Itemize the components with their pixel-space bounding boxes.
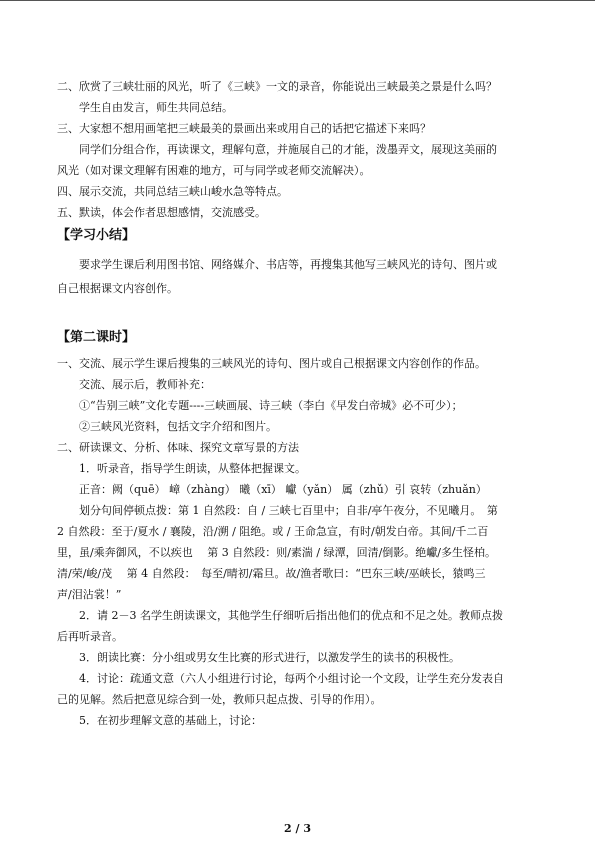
text-line: 1．听录音，指导学生朗读，从整体把握课文。 [79,462,306,475]
summary-line: 自己根据课文内容创作。 [57,282,178,295]
text-line: 五、默读，体会作者思想感情，交流感受。 [57,206,266,219]
text-line: 3．朗读比赛：分小组或男女生比赛的形式进行，以激发学生的读书的积极性。 [79,651,460,664]
text-line: ①“告别三峡”文化专题----三峡画展、诗三峡（李白《早发白帝城》必不可少）； [79,399,463,412]
summary-line: 要求学生课后利用图书馆、网络媒介、书店等，再搜集其他写三峡风光的诗句、图片或 [79,258,497,271]
text-line: 一、交流、展示学生课后搜集的三峡风光的诗句、图片或自己根据课文内容创作的作品。 [57,357,486,370]
section-heading-summary: 【学习小结】 [57,228,136,243]
document-body [57,76,547,731]
text-line: 学生自由发言，师生共同总结。 [79,101,233,114]
text-line: 声/泪沾裳！” [57,588,122,601]
pronunciation-line: 正音：阙（quē） 嶂（zhàng） 曦（xī） 巘（yǎn） 属（zhǔ）引 哀转（zhuǎn） [79,483,487,496]
text-line: 5．在初步理解文意的基础上，讨论： [79,714,262,727]
section-heading-lesson-two: 【第二课时】 [57,330,136,345]
text-line: 后再听录音。 [57,630,123,643]
text-line: 风光（如对课文理解有困难的地方，可与同学或老师交流解决）。 [57,164,371,177]
text-line: 二、欣赏了三峡壮丽的风光，听了《三峡》一文的录音，你能说出三峡最美之景是什么吗？ [57,80,497,93]
text-line: 二、研读课文、分析、体味、探究文章写景的方法 [57,441,299,454]
text-line: 清/荣/峻/茂 第 4 自然段： 每至/晴初/霜旦。故/渔者歌曰：“巴东三峡/巫峡长，猿鸣三 [57,567,486,580]
text-line: 划分句间停顿点拨：第 1 自然段：自 / 三峡七百里中；自非/亭午夜分，不见曦月。 第 [79,504,498,517]
text-line: 2 自然段：至于/夏水 / 襄陵，沿/溯 / 阻绝。或 / 王命急宣，有时/朝发白帝。其间/千二百 [57,525,489,538]
text-line: 己的见解。然后把意见综合到一处，教师只起点拨、引导的作用）。 [57,693,382,706]
text-line: 四、展示交流，共同总结三峡山峻水急等特点。 [57,185,288,198]
page-number: 2 / 3 [284,822,311,835]
text-line: 2．请 2－3 名学生朗读课文，其他学生仔细听后指出他们的优点和不足之处。教师点拨 [79,609,503,622]
text-line: 交流、展示后，教师补充： [79,378,211,391]
text-line: 同学们分组合作，再读课文，理解句意，并施展自己的才能，泼墨弄文，展现这美丽的 [79,143,497,156]
header-rule [0,0,595,1]
text-line: 里，虽/乘奔御风，不以疾也 第 3 自然段：则/素湍 / 绿潭，回清/倒影。绝巘/多生怪柏。 [57,546,497,559]
text-line: 三、大家想不想用画笔把三峡最美的景画出来或用自己的话把它描述下来吗？ [57,122,431,135]
text-line: 4．讨论：疏通文意（六人小组进行讨论，每两个小组讨论一个文段，让学生充分发表自 [79,672,504,685]
text-line: ②三峡风光资料，包括文字介绍和图片。 [79,420,277,433]
